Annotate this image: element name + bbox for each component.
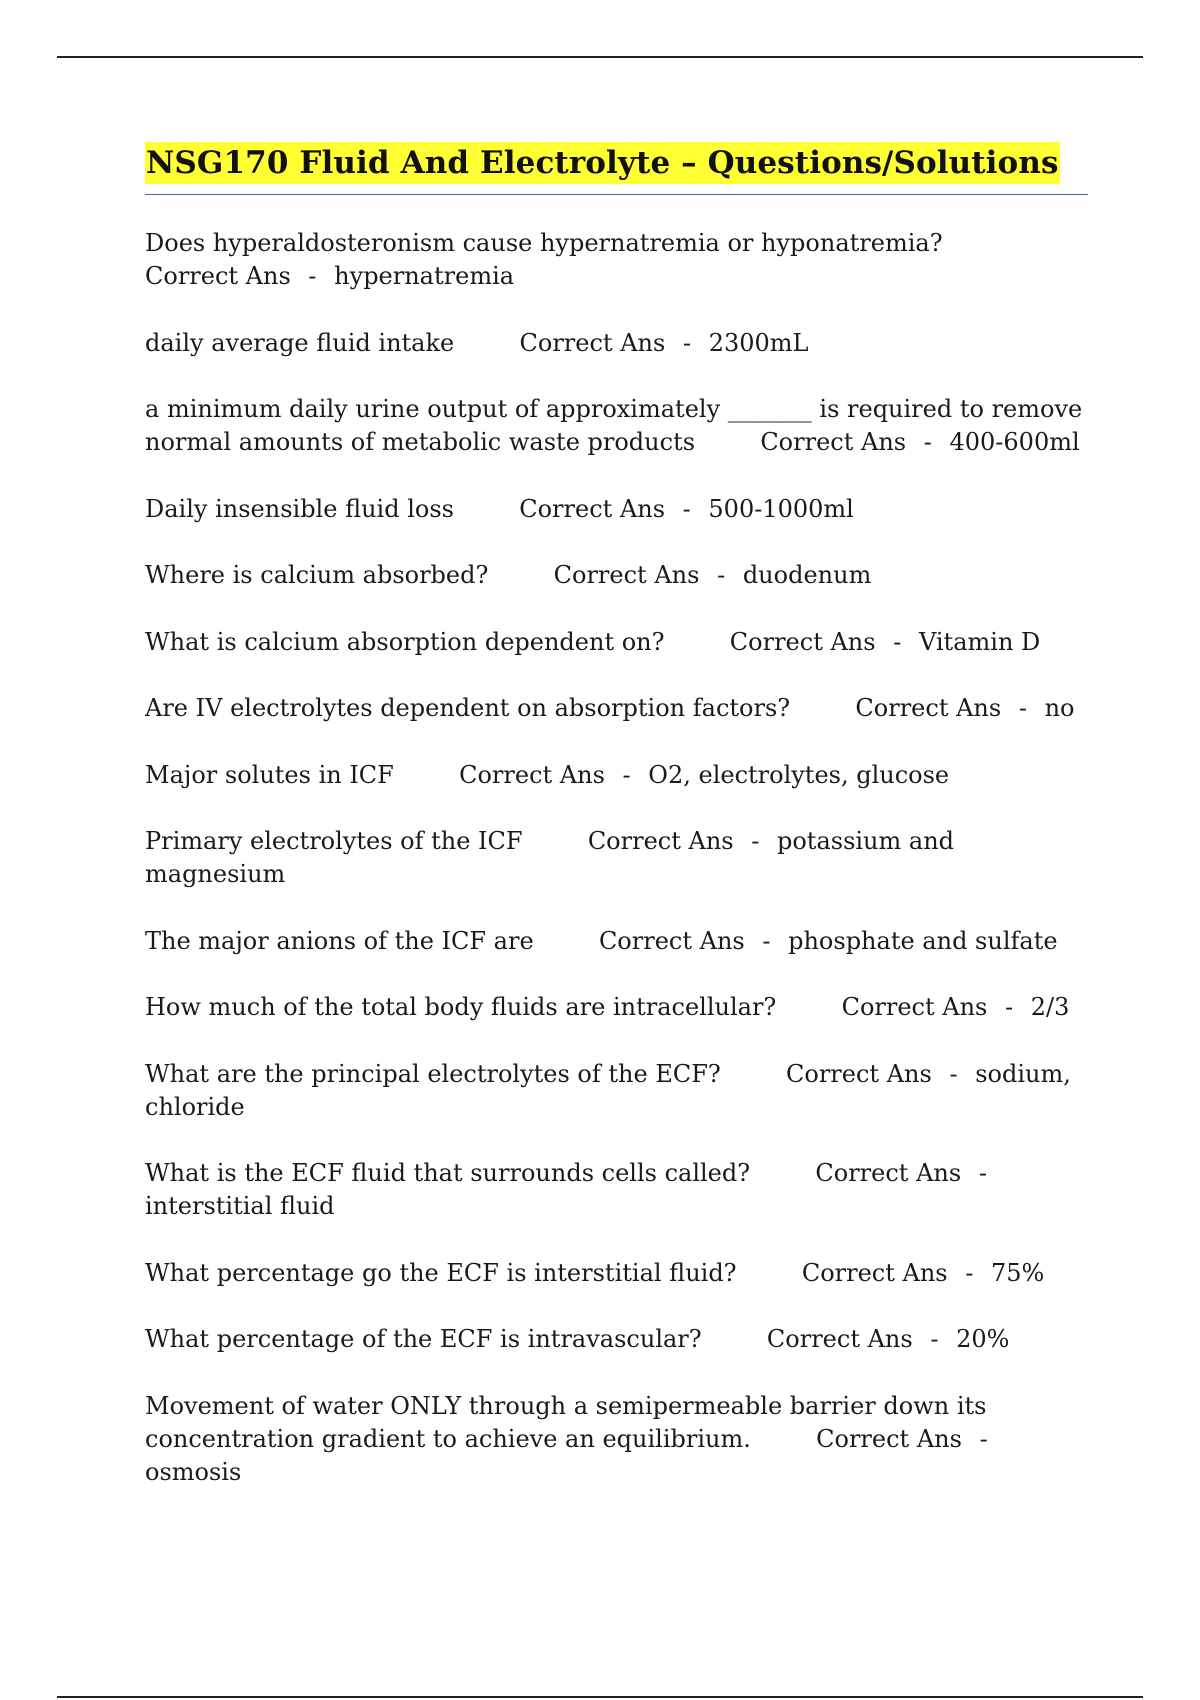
answer-text: 20%: [956, 1325, 1010, 1353]
question-text: What is the ECF fluid that surrounds cells called?: [145, 1159, 751, 1187]
answer-text: 2/3: [1030, 993, 1070, 1021]
answer-label: Correct Ans: [786, 1059, 932, 1088]
question-text: The major anions of the ICF are: [145, 926, 534, 955]
qa-item: [145, 692, 1095, 725]
answer-text: interstitial fluid: [145, 1192, 335, 1220]
answer-label: Correct Ans: [587, 827, 734, 855]
qa-item: [145, 925, 1095, 958]
question-text: Daily insensible fluid loss: [145, 494, 454, 523]
answer-dash: -: [682, 494, 691, 523]
question-text: How much of the total body fluids are intracellular?: [145, 993, 777, 1021]
answer-label: Correct Ans: [766, 1325, 913, 1353]
answer-label: Correct Ans: [760, 428, 907, 456]
answer-dash: -: [762, 926, 771, 955]
question-text: daily average fluid intake: [145, 328, 455, 357]
answer-dash: -: [978, 1159, 987, 1187]
question-text: Are IV electrolytes dependent on absorption factors?: [145, 694, 791, 722]
answer-text: O2, electrolytes, glucose: [648, 760, 950, 789]
qa-item: [145, 626, 1095, 659]
answer-label: Correct Ans: [841, 993, 988, 1021]
qa-item: [145, 1390, 1095, 1489]
qa-item: [145, 1323, 1095, 1356]
answer-dash: -: [949, 1059, 958, 1088]
answer-text: duodenum: [742, 561, 872, 589]
answer-text: no: [1044, 694, 1075, 722]
question-text: a minimum daily urine output of approximately _______ is required to remove normal amounts of metabolic waste products: [145, 395, 1083, 456]
qa-item: [145, 227, 1095, 293]
title-block: [145, 142, 1088, 195]
answer-dash: -: [717, 561, 726, 589]
answer-text: hypernatremia: [334, 262, 515, 290]
answer-text: potassium and magnesium: [145, 827, 955, 888]
answer-text: 75%: [991, 1258, 1045, 1287]
answer-label: Correct Ans: [145, 262, 291, 290]
answer-label: Correct Ans: [816, 1424, 962, 1453]
answer-dash: -: [923, 428, 932, 456]
page-top-rule: [57, 56, 1143, 58]
answer-text: Vitamin D: [918, 627, 1041, 656]
qa-item: [145, 1257, 1095, 1290]
answer-text: 400-600ml: [949, 428, 1080, 456]
question-text: Does hyperaldosteronism cause hypernatremia or hyponatremia?: [145, 229, 943, 257]
answer-label: Correct Ans: [553, 561, 700, 589]
qa-item: [145, 327, 1095, 360]
qa-item: [145, 759, 1095, 792]
answer-label: Correct Ans: [801, 1258, 948, 1287]
document-title: NSG170 Fluid And Electrolyte – Questions/Solutions: [145, 142, 1060, 184]
qa-item: [145, 559, 1095, 592]
question-text: What are the principal electrolytes of the ECF?: [145, 1059, 721, 1088]
qa-item: [145, 1058, 1095, 1124]
qa-item: [145, 991, 1095, 1024]
question-text: Primary electrolytes of the ICF: [145, 827, 523, 855]
question-text: What percentage go the ECF is interstitial fluid?: [145, 1258, 737, 1287]
question-text: What is calcium absorption dependent on?: [145, 627, 665, 656]
answer-label: Correct Ans: [855, 694, 1002, 722]
page-bottom-rule: [57, 1696, 1143, 1698]
answer-text: osmosis: [145, 1457, 242, 1486]
answer-dash: -: [893, 627, 902, 656]
answer-dash: -: [308, 262, 317, 290]
answer-dash: -: [979, 1424, 988, 1453]
answer-label: Correct Ans: [815, 1159, 962, 1187]
answer-dash: -: [965, 1258, 974, 1287]
answer-dash: -: [1005, 993, 1014, 1021]
question-text: Where is calcium absorbed?: [145, 561, 489, 589]
qa-list: [145, 227, 1095, 1522]
answer-dash: -: [622, 760, 631, 789]
qa-item: [145, 825, 1095, 891]
answer-dash: -: [930, 1325, 939, 1353]
answer-label: Correct Ans: [729, 627, 876, 656]
question-text: Major solutes in ICF: [145, 760, 394, 789]
answer-text: 2300mL: [708, 328, 809, 357]
question-text: Movement of water ONLY through a semipermeable barrier down its concentration gradient to achieve an equilibrium.: [145, 1391, 987, 1453]
question-text: What percentage of the ECF is intravascular?: [145, 1325, 702, 1353]
answer-label: Correct Ans: [459, 760, 605, 789]
answer-dash: -: [1018, 694, 1027, 722]
answer-label: Correct Ans: [598, 926, 745, 955]
qa-item: [145, 1157, 1095, 1223]
answer-text: sodium, chloride: [145, 1059, 1071, 1121]
qa-item: [145, 393, 1095, 459]
answer-dash: -: [751, 827, 760, 855]
answer-text: phosphate and sulfate: [788, 926, 1058, 955]
answer-label: Correct Ans: [519, 494, 666, 523]
answer-label: Correct Ans: [519, 328, 666, 357]
qa-item: [145, 493, 1095, 526]
answer-dash: -: [682, 328, 692, 357]
answer-text: 500-1000ml: [708, 494, 854, 523]
